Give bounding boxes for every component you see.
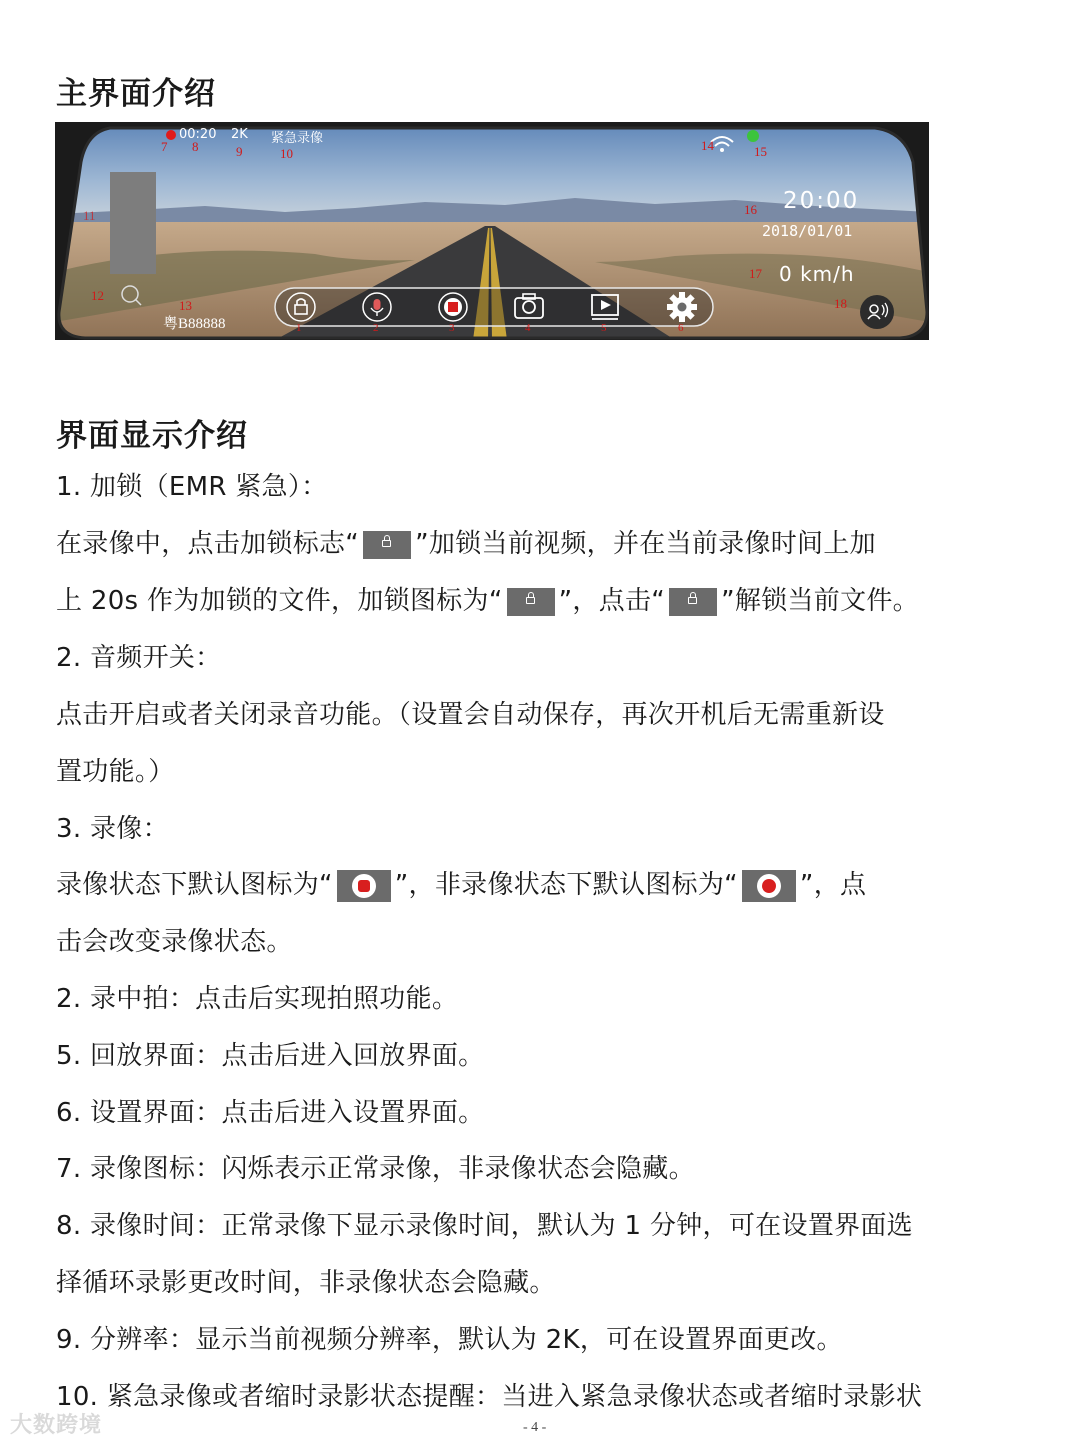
item-7: 7. 录像图标：闪烁表示正常录像，非录像状态会隐藏。	[56, 1154, 695, 1184]
item-2-title: 2. 音频开关：	[56, 643, 222, 673]
record-active-icon	[337, 870, 391, 902]
item-5: 5. 回放界面：点击后进入回放界面。	[56, 1041, 485, 1071]
clock: 20:00	[783, 188, 860, 214]
callout-2: 2	[373, 322, 379, 334]
text: ”解锁当前文件。	[721, 586, 919, 616]
item-10-line-1: 10. 紧急录像或者缩时录影状态提醒：当进入紧急录像状态或者缩时录影状	[56, 1382, 923, 1412]
callout-7: 7	[161, 139, 168, 154]
gear-icon[interactable]	[667, 292, 697, 322]
lock-icon	[363, 531, 411, 559]
speed: 0 km/h	[779, 262, 855, 286]
main-interface-heading: 主界面介绍	[56, 76, 216, 112]
item-6: 6. 设置界面：点击后进入设置界面。	[56, 1098, 485, 1128]
lock-icon	[507, 588, 555, 616]
lock-icon	[669, 588, 717, 616]
voice-icon[interactable]	[860, 295, 894, 329]
callout-18: 18	[834, 296, 847, 311]
callout-6: 6	[678, 322, 684, 334]
callout-11: 11	[83, 208, 96, 223]
text: ”，非录像状态下默认图标为“	[394, 870, 738, 900]
callout-12: 12	[91, 288, 104, 303]
item-9: 9. 分辨率：显示当前视频分辨率，默认为 2K，可在设置界面更改。	[56, 1325, 843, 1355]
item-1-title: 1. 加锁（EMR 紧急）：	[56, 472, 328, 502]
callout-9: 9	[236, 144, 243, 159]
callout-10: 10	[280, 146, 293, 161]
callout-13: 13	[179, 298, 192, 313]
resolution-label: 2K	[231, 127, 248, 142]
rear-camera-preview[interactable]	[110, 172, 156, 274]
text: ”加锁当前视频，并在当前录像时间上加	[415, 529, 876, 559]
item-3-title: 3. 录像：	[56, 814, 169, 844]
text: ”，点击“	[558, 586, 666, 616]
text: 录像状态下默认图标为“	[56, 870, 333, 900]
text: 在录像中，点击加锁标志“	[56, 529, 360, 559]
callout-15: 15	[754, 144, 767, 159]
page-number: - 4 -	[523, 1420, 547, 1435]
item-3-desc-line-2: 击会改变录像状态。	[56, 927, 293, 957]
callout-5: 5	[601, 322, 607, 334]
item-2-desc-line-2: 置功能。）	[56, 757, 175, 787]
item-2-desc-line-1: 点击开启或者关闭录音功能。（设置会自动保存，再次开机后无需重新设	[56, 700, 885, 730]
item-8-line-2: 择循环录影更改时间，非录像状态会隐藏。	[56, 1268, 556, 1298]
control-bar	[275, 288, 713, 326]
record-mode-label: 紧急录像	[271, 131, 324, 146]
item-3-desc-line-1	[56, 868, 866, 902]
item-1-desc-line-2	[56, 584, 919, 618]
text: 上 20s 作为加锁的文件，加锁图标为“	[56, 586, 503, 616]
callout-1: 1	[296, 322, 302, 334]
item-4: 2. 录中拍：点击后实现拍照功能。	[56, 984, 459, 1014]
date: 2018/01/01	[762, 222, 853, 240]
text: ”，点	[799, 870, 867, 900]
mirror-screen-image	[55, 122, 929, 340]
callout-4: 4	[525, 322, 531, 334]
record-time: 00:20	[179, 127, 217, 142]
record-idle-icon	[742, 870, 796, 902]
license-plate: 粤B88888	[163, 316, 226, 332]
item-8-line-1: 8. 录像时间：正常录像下显示录像时间，默认为 1 分钟，可在设置界面选	[56, 1211, 913, 1241]
gps-icon	[747, 130, 759, 142]
display-intro-heading: 界面显示介绍	[56, 418, 248, 454]
watermark: 大数跨境	[10, 1413, 103, 1438]
callout-16: 16	[744, 202, 757, 217]
callout-8: 8	[192, 139, 199, 154]
callout-17: 17	[749, 266, 762, 281]
item-1-desc-line-1	[56, 527, 876, 561]
callout-14: 14	[701, 138, 714, 153]
callout-3: 3	[449, 322, 455, 334]
